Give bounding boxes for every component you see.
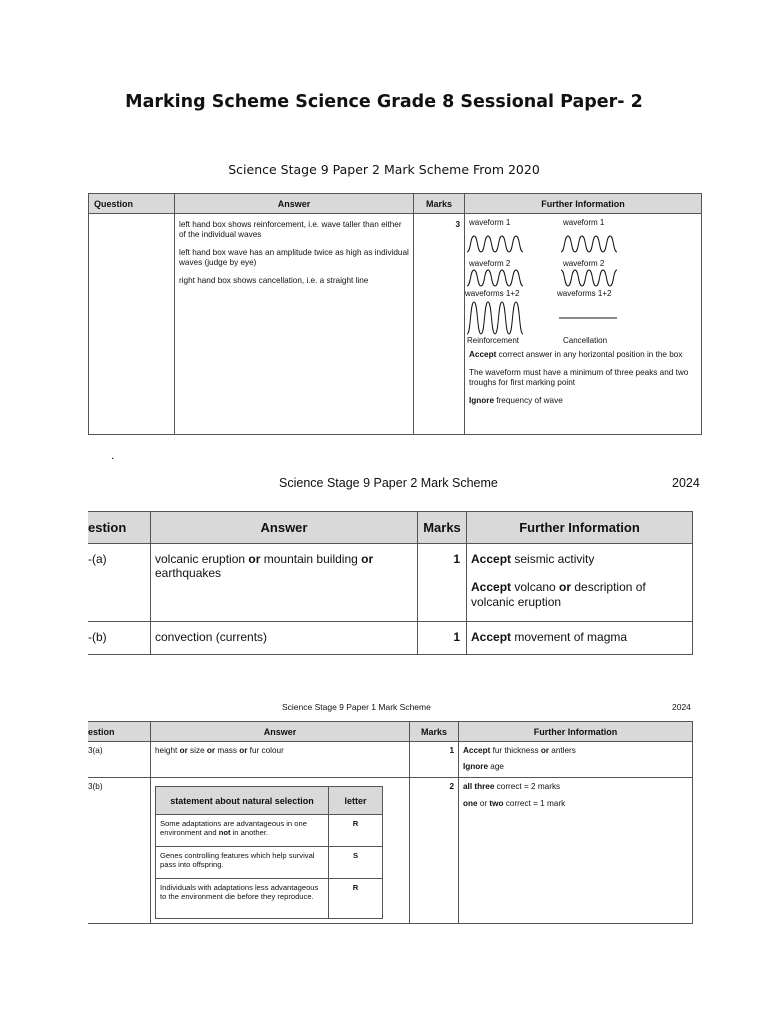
statement-cell: Some adaptations are advantageous in one environment and not in another. — [156, 815, 329, 847]
letter-cell: R — [329, 879, 383, 919]
header-answer: Answer — [175, 194, 414, 214]
header-answer: Answer — [151, 512, 418, 544]
all-three-note: all three correct = 2 marks — [463, 782, 561, 791]
section2-year: 2024 — [672, 476, 700, 490]
letter-cell: R — [329, 815, 383, 847]
statement-cell: Genes controlling features which help survival pass into offspring. — [156, 847, 329, 879]
mark-scheme-table-2020 — [88, 193, 702, 435]
marks-cell: 1 — [418, 544, 467, 622]
section3-year: 2024 — [672, 702, 691, 712]
question-cell: -(a) — [88, 544, 151, 622]
waveform2-right-wave — [561, 270, 617, 286]
header-question: Question — [89, 194, 175, 214]
answer-line: left hand box shows reinforcement, i.e. wave taller than either of the individual waves — [179, 220, 402, 239]
natural-selection-table — [155, 786, 383, 919]
one-or-two-note: one or two correct = 1 mark — [463, 799, 566, 808]
ignore-note: Ignore age — [463, 762, 504, 771]
answer-cell: height or size or mass or fur colour — [151, 742, 410, 778]
waveform1-right-label: waveform 1 — [563, 218, 605, 227]
accept-note: Accept correct answer in any horizontal position in the box — [469, 350, 683, 359]
further-info-cell — [459, 742, 693, 778]
header-marks: Marks — [414, 194, 465, 214]
mark-scheme-table-2024-paper1 — [88, 721, 693, 924]
waveform2-right-label: waveform 2 — [563, 259, 605, 268]
inner-header-statement: statement about natural selection — [156, 787, 329, 815]
answer-line: right hand box shows cancellation, i.e. a straight line — [179, 276, 369, 285]
question-cell — [89, 214, 175, 435]
header-further-information: Further Information — [459, 722, 693, 742]
waveform1-left-label: waveform 1 — [469, 218, 511, 227]
header-further-information: Further Information — [467, 512, 693, 544]
waveform-diagram — [465, 214, 687, 344]
further-info-cell — [465, 214, 702, 435]
section1-heading: Science Stage 9 Paper 2 Mark Scheme From 2020 — [228, 162, 540, 177]
stray-dot: . — [111, 448, 115, 462]
answer-line: left hand box wave has an amplitude twice as high as individual waves (judge by eye) — [179, 248, 409, 267]
further-info-cell — [467, 544, 693, 622]
combined-right-label: waveforms 1+2 — [557, 289, 612, 298]
header-question: estion — [88, 722, 151, 742]
cancellation-label: Cancellation — [563, 336, 608, 344]
inner-header-letter: letter — [329, 787, 383, 815]
reinforcement-wave — [467, 302, 523, 334]
header-further-information: Further Information — [465, 194, 702, 214]
reinforcement-label: Reinforcement — [467, 336, 520, 344]
header-marks: Marks — [410, 722, 459, 742]
marks-cell: 1 — [410, 742, 459, 778]
question-cell: -(b) — [88, 622, 151, 655]
waveform2-left-label: waveform 2 — [469, 259, 511, 268]
header-question: estion — [88, 512, 151, 544]
answer-cell: volcanic eruption or mountain building or earthquakes — [151, 544, 418, 622]
marks-cell: 2 — [410, 778, 459, 924]
statement-cell: Individuals with adaptations less advantageous to the environment die before they reproduce. — [156, 879, 329, 919]
minimum-note: The waveform must have a minimum of three peaks and two troughs for first marking point — [469, 368, 689, 387]
combined-left-label: waveforms 1+2 — [465, 289, 520, 298]
waveform1-right-wave — [561, 236, 617, 252]
accept-seismic: Accept seismic activity — [471, 552, 595, 566]
further-info-cell: Accept movement of magma — [467, 622, 693, 655]
accept-volcano: Accept volcano or description of volcanic eruption — [471, 580, 646, 609]
answer-cell: convection (currents) — [151, 622, 418, 655]
further-info-cell — [459, 778, 693, 924]
question-cell: 3(b) — [88, 778, 151, 924]
header-marks: Marks — [418, 512, 467, 544]
accept-note: Accept fur thickness or antlers — [463, 746, 576, 755]
marks-cell: 3 — [414, 214, 465, 435]
header-answer: Answer — [151, 722, 410, 742]
mark-scheme-table-2024-paper2 — [88, 511, 693, 655]
further-info-text — [465, 344, 701, 406]
waveform1-left-wave — [467, 236, 523, 252]
question-cell: 3(a) — [88, 742, 151, 778]
marks-cell: 1 — [418, 622, 467, 655]
section3-heading: Science Stage 9 Paper 1 Mark Scheme — [282, 702, 431, 712]
page-title: Marking Scheme Science Grade 8 Sessional Paper- 2 — [125, 92, 643, 112]
waveform2-left-wave — [467, 270, 523, 286]
letter-cell: S — [329, 847, 383, 879]
answer-cell — [175, 214, 414, 435]
answer-cell — [151, 778, 410, 924]
section2-heading: Science Stage 9 Paper 2 Mark Scheme — [279, 476, 498, 490]
ignore-note: Ignore frequency of wave — [469, 396, 563, 405]
